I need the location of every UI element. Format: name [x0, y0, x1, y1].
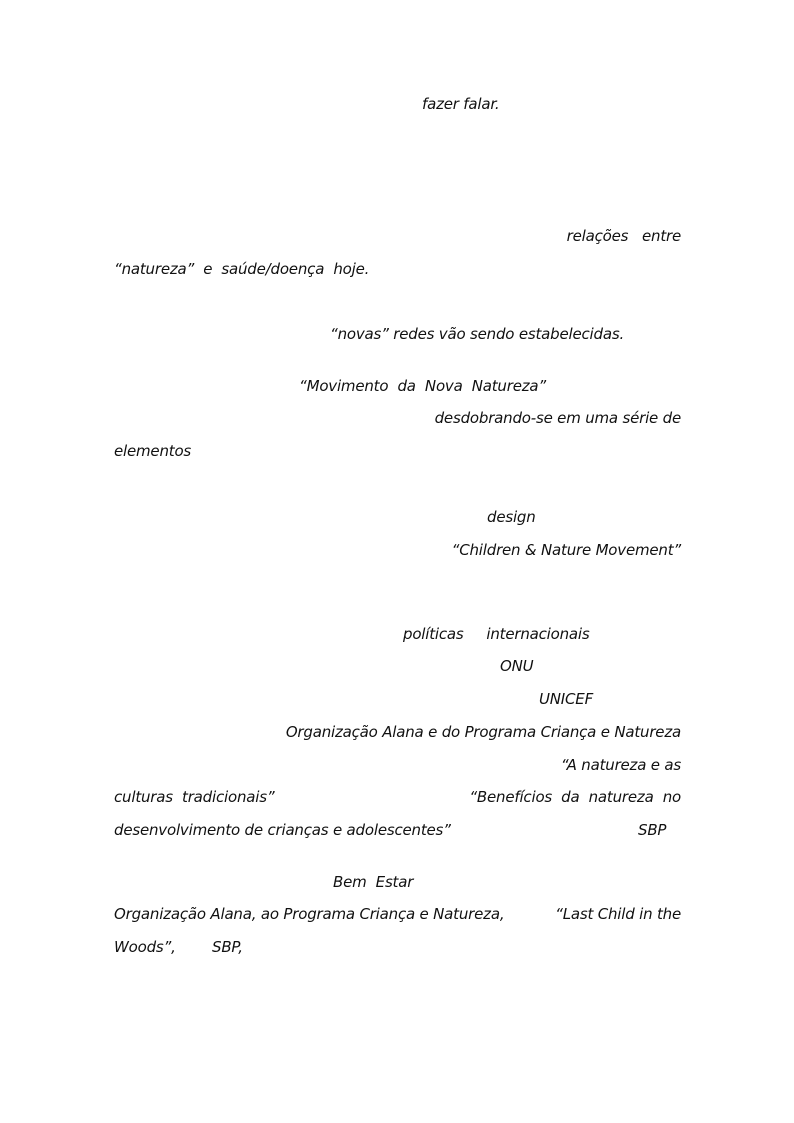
text-fragment: desenvolvimento de crianças e adolescentes” [114, 821, 451, 839]
text-fragment: SBP [638, 821, 667, 839]
text-fragment: elementos [114, 442, 192, 460]
text-fragment: UNICEF [539, 690, 594, 708]
text-fragment: “Last Child in the [555, 905, 681, 923]
text-fragment: culturas tradicionais” [114, 788, 275, 806]
text-fragment: relações entre [566, 227, 681, 245]
text-fragment: design [487, 508, 536, 526]
text-fragment: Bem Estar [333, 873, 414, 891]
text-fragment: Organização Alana e do Programa Criança e Natureza [285, 723, 681, 741]
text-fragment: “A natureza e as [560, 756, 681, 774]
text-fragment: políticas internacionais [403, 625, 590, 643]
text-fragment: ONU [500, 657, 534, 675]
text-fragment: Organização Alana, ao Programa Criança e Natureza, [114, 905, 505, 923]
text-fragment: “natureza” e saúde/doença hoje. [114, 260, 370, 278]
text-fragment: “Benefícios da natureza no [469, 788, 681, 806]
text-fragment: Woods”, [114, 938, 176, 956]
text-fragment: fazer falar. [422, 95, 500, 113]
text-fragment: desdobrando-se em uma série de [434, 409, 681, 427]
text-fragment: SBP, [212, 938, 243, 956]
text-fragment: “Movimento da Nova Natureza” [299, 377, 546, 395]
text-fragment: “novas” redes vão sendo estabelecidas. [330, 325, 625, 343]
text-fragment: “Children & Nature Movement” [451, 541, 681, 559]
